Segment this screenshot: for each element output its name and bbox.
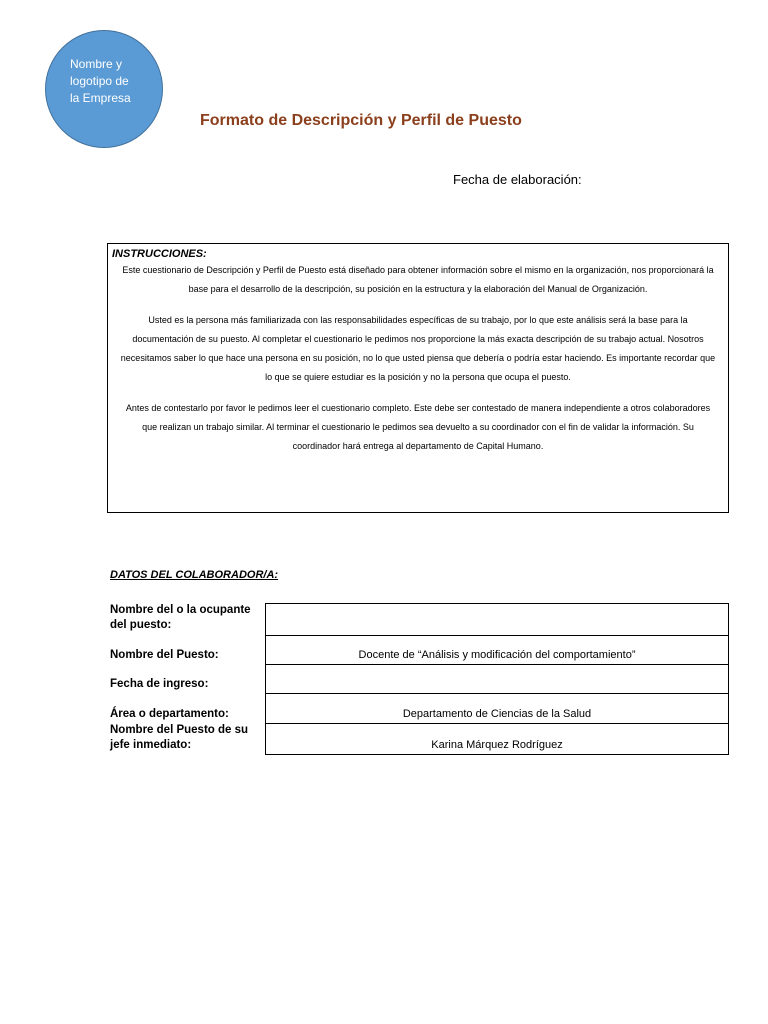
position-name-value: Docente de “Análisis y modificación del comportamiento” bbox=[358, 649, 636, 661]
company-logo-placeholder bbox=[45, 30, 163, 148]
document-title: Formato de Descripción y Perfil de Puesto bbox=[200, 112, 522, 129]
collaborator-section-heading: DATOS DEL COLABORADOR/A: bbox=[110, 569, 279, 581]
instructions-box bbox=[107, 243, 729, 513]
supervisor-position-label: Nombre del Puesto de su jefe inmediato: bbox=[110, 724, 249, 751]
supervisor-position-field[interactable] bbox=[265, 723, 729, 755]
department-field[interactable] bbox=[265, 693, 729, 724]
department-value: Departamento de Ciencias de la Salud bbox=[402, 708, 592, 720]
occupant-name-label: Nombre del o la ocupante del puesto: bbox=[110, 604, 251, 631]
start-date-field[interactable] bbox=[265, 664, 729, 694]
instructions-paragraph: Este cuestionario de Descripción y Perfil de Puesto está diseñado para obtener información sobre el mismo en la organización, nos proporcionará la base para el desarrollo de la descripción, su posición en la estructura y la elaboración del Manual de Organización. bbox=[122, 265, 714, 294]
department-label: Área o departamento: bbox=[110, 708, 229, 720]
position-name-field[interactable] bbox=[265, 635, 729, 665]
occupant-name-field[interactable] bbox=[265, 603, 729, 636]
logo-placeholder-text: Nombre y logotipo de la Empresa bbox=[70, 57, 131, 105]
position-name-label: Nombre del Puesto: bbox=[110, 649, 219, 661]
instructions-heading: INSTRUCCIONES: bbox=[112, 248, 207, 260]
start-date-label: Fecha de ingreso: bbox=[110, 678, 209, 690]
supervisor-position-value: Karina Márquez Rodríguez bbox=[431, 739, 563, 751]
instructions-paragraph: Usted es la persona más familiarizada con las responsabilidades específicas de su trabajo, por lo que este análisis será la base para la documentación de su puesto. Al completar el cuestionario le pedimos nos proporcione la más exacta descripción de su trabajo actual. Nosotros necesitamos saber lo que hace una persona en su posición, no lo que usted piensa que debería o podría estar haciendo. Es importante recordar que lo que se quiere estudiar es la posición y no la persona que ocupa el puesto. bbox=[120, 315, 716, 382]
elaboration-date-label: Fecha de elaboración: bbox=[453, 172, 582, 187]
instructions-paragraph: Antes de contestarlo por favor le pedimos leer el cuestionario completo. Este debe ser contestado de manera independiente a otros colaboradores que realizan un trabajo similar. Al terminar el cuestionario le pedimos sea devuelto a su coordinador con el fin de validar la información. Su coordinador hará entrega al departamento de Capital Humano. bbox=[125, 403, 711, 451]
